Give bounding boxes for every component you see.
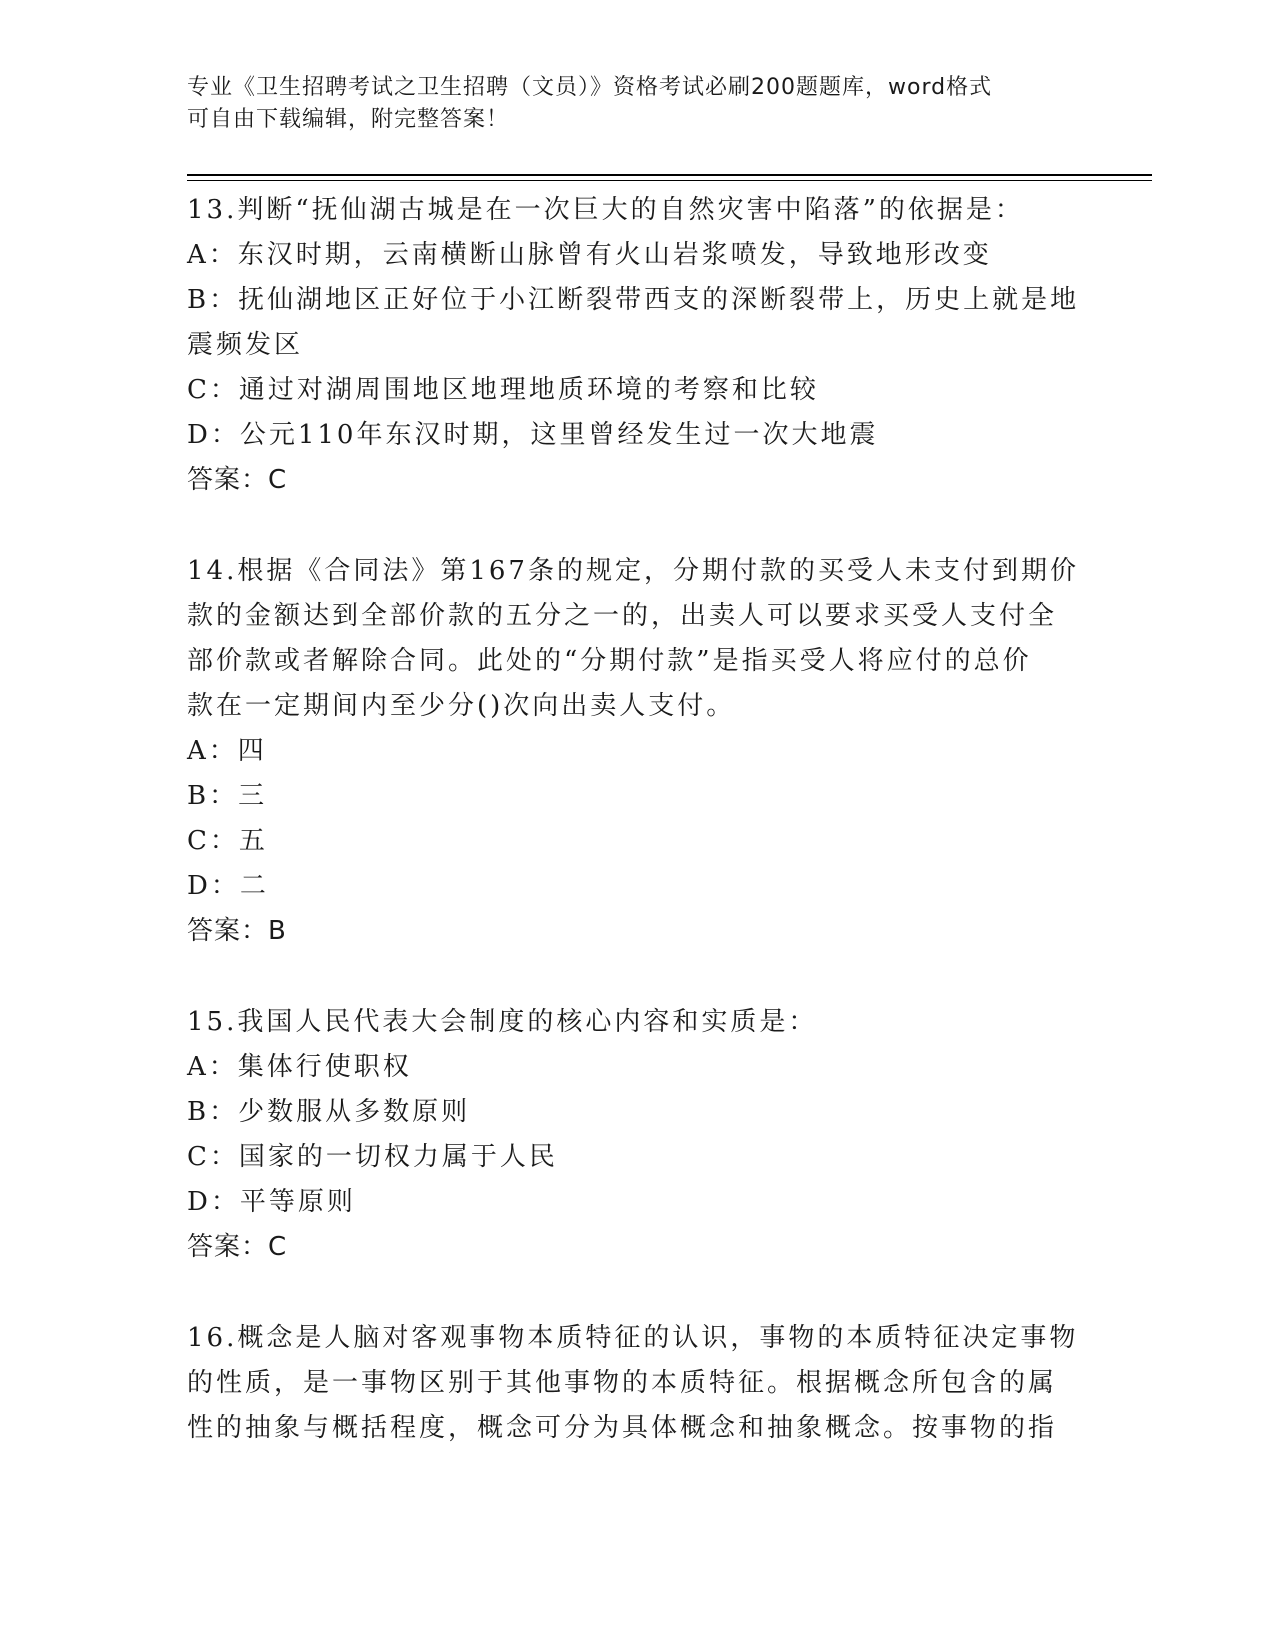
- question-list: [187, 188, 1080, 1451]
- question-14-option-a: A：四: [187, 736, 267, 766]
- question-14-option-d: D：二: [187, 871, 269, 901]
- question-14-stem-line-1: 14.根据《合同法》第167条的规定，分期付款的买受人未支付到期价: [187, 556, 1079, 586]
- question-15-option-d: D：平等原则: [187, 1187, 356, 1217]
- question-13-stem: 13.判断“抚仙湖古城是在一次巨大的自然灾害中陷落”的依据是：: [187, 195, 1024, 225]
- question-14: [187, 549, 1077, 954]
- question-14-stem-line-4: 款在一定期间内至少分()次向出卖人支付。: [187, 691, 736, 721]
- question-13: [187, 188, 1080, 503]
- header-line-2: 可自由下载编辑，附完整答案！: [187, 107, 510, 132]
- question-15: [187, 1000, 1077, 1270]
- question-13-answer: 答案：C: [187, 465, 288, 495]
- question-15-option-c: C：国家的一切权力属于人民: [187, 1142, 558, 1172]
- question-14-answer: 答案：B: [187, 916, 287, 946]
- question-13-option-d: D：公元110年东汉时期，这里曾经发生过一次大地震: [187, 420, 879, 450]
- question-16-stem-line-2: 的性质，是一事物区别于其他事物的本质特征。根据概念所包含的属: [187, 1368, 1058, 1398]
- question-14-option-c: C：五: [187, 826, 268, 856]
- document-header: [187, 72, 1067, 136]
- question-13-option-b: B：抚仙湖地区正好位于小江断裂带西支的深断裂带上，历史上就是地: [187, 285, 1080, 315]
- question-16-stem-line-3: 性的抽象与概括程度，概念可分为具体概念和抽象概念。按事物的指: [187, 1413, 1058, 1443]
- question-14-stem-line-3: 部价款或者解除合同。此处的“分期付款”是指买受人将应付的总价: [187, 646, 1032, 676]
- question-16-stem-line-1: 16.概念是人脑对客观事物本质特征的认识，事物的本质特征决定事物: [187, 1323, 1079, 1353]
- question-16: [187, 1316, 1077, 1451]
- question-13-option-b-cont: 震频发区: [187, 330, 304, 360]
- header-divider-thick: [187, 174, 1152, 176]
- header-line-1: 专业《卫生招聘考试之卫生招聘（文员）》资格考试必刷200题题库，word格式: [187, 75, 993, 100]
- question-15-option-b: B：少数服从多数原则: [187, 1097, 471, 1127]
- question-13-option-c: C：通过对湖周围地区地理地质环境的考察和比较: [187, 375, 819, 405]
- question-15-stem: 15.我国人民代表大会制度的核心内容和实质是：: [187, 1007, 818, 1037]
- question-13-option-a: A：东汉时期，云南横断山脉曾有火山岩浆喷发，导致地形改变: [187, 240, 992, 270]
- question-14-option-b: B：三: [187, 781, 268, 811]
- header-divider-thin: [187, 180, 1152, 181]
- question-15-answer: 答案：C: [187, 1232, 288, 1262]
- question-14-stem-line-2: 款的金额达到全部价款的五分之一的，出卖人可以要求买受人支付全: [187, 601, 1058, 631]
- question-15-option-a: A：集体行使职权: [187, 1052, 412, 1082]
